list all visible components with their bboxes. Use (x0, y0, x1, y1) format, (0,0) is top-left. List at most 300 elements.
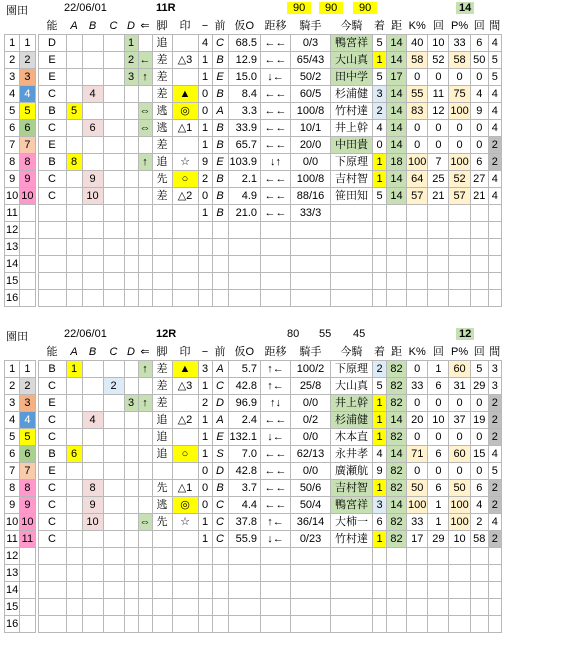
dist-cell (387, 599, 407, 616)
mark-cell: △2 (172, 188, 198, 205)
table-row (5, 565, 502, 582)
move-cell: ←← (261, 480, 291, 497)
horse-num-cell: 3 (20, 395, 35, 412)
style-cell (152, 548, 172, 565)
cur-jockey-cell: 吉村智 (331, 171, 373, 188)
table-row (5, 52, 502, 69)
k-pct-cell (407, 256, 428, 273)
k-pct-cell: 0 (407, 120, 428, 137)
col-c-cell (103, 239, 124, 256)
mark-cell (172, 239, 198, 256)
dist-cell: 14 (387, 497, 407, 514)
cur-jockey-cell: 木本直 (331, 429, 373, 446)
arrow-cell (138, 290, 152, 307)
odds-cell: 21.0 (228, 205, 261, 222)
rating-cell: C (38, 429, 66, 446)
dist-cell (387, 565, 407, 582)
odds-cell (228, 222, 261, 239)
move-cell: ←← (261, 103, 291, 120)
mark-cell (172, 582, 198, 599)
finish-cell: 6 (373, 514, 387, 531)
mark-cell: △1 (172, 120, 198, 137)
style-cell (152, 463, 172, 480)
interval-cell: 4 (488, 103, 501, 120)
k-pct-cell: 64 (407, 171, 428, 188)
col-c-cell (103, 52, 124, 69)
rating-cell: B (38, 154, 66, 171)
col-c-cell (103, 429, 124, 446)
dist-cell (387, 290, 407, 307)
count1-cell: 0 (428, 69, 449, 86)
odds-cell: 5.7 (228, 361, 261, 378)
col-d-cell (124, 429, 138, 446)
minus-cell (198, 565, 212, 582)
finish-cell: 5 (373, 69, 387, 86)
col-d-cell (124, 188, 138, 205)
cur-jockey-cell (331, 239, 373, 256)
rating-cell (38, 205, 66, 222)
col-b-cell (82, 616, 103, 633)
count1-cell (428, 239, 449, 256)
style-cell: 差 (152, 137, 172, 154)
p-pct-cell: 0 (449, 120, 470, 137)
count2-cell: 4 (470, 497, 488, 514)
col-a-cell (66, 599, 82, 616)
distance-top: 12 (456, 328, 474, 340)
k-pct-cell: 83 (407, 103, 428, 120)
front-cell (212, 616, 228, 633)
jockey-cell (291, 273, 331, 290)
col-c-cell (103, 446, 124, 463)
count1-cell: 6 (428, 480, 449, 497)
cur-jockey-cell (331, 582, 373, 599)
style-cell: 先 (152, 171, 172, 188)
horse-num-cell (20, 205, 35, 222)
front-cell: B (212, 120, 228, 137)
dist-cell: 14 (387, 188, 407, 205)
odds-cell: 8.4 (228, 86, 261, 103)
style-cell: 差 (152, 378, 172, 395)
col-b-cell (82, 548, 103, 565)
row-num-cell: 16 (5, 290, 20, 307)
interval-cell: 4 (488, 120, 501, 137)
table-row (5, 35, 502, 52)
front-cell: B (212, 86, 228, 103)
column-header: P% (451, 20, 469, 32)
interval-cell: 5 (488, 463, 501, 480)
column-header: 回 (432, 20, 444, 32)
count1-cell (428, 222, 449, 239)
arrow-cell (138, 222, 152, 239)
style-cell: 追 (152, 35, 172, 52)
row-num-cell: 1 (5, 361, 20, 378)
rating-cell (38, 616, 66, 633)
col-d-cell (124, 137, 138, 154)
cur-jockey-cell (331, 256, 373, 273)
interval-cell: 2 (488, 412, 501, 429)
horse-num-cell: 3 (20, 69, 35, 86)
interval-cell: 2 (488, 137, 501, 154)
style-cell (152, 273, 172, 290)
col-d-cell: 1 (124, 35, 138, 52)
jockey-cell: 0/0 (291, 395, 331, 412)
col-a-cell (66, 205, 82, 222)
dist-cell: 17 (387, 69, 407, 86)
count2-cell: 6 (470, 154, 488, 171)
row-num-cell: 3 (5, 69, 20, 86)
finish-cell (373, 582, 387, 599)
rating-cell: C (38, 497, 66, 514)
arrow-cell (138, 599, 152, 616)
p-pct-cell: 58 (449, 52, 470, 69)
column-header: 印 (179, 346, 191, 358)
minus-cell (198, 599, 212, 616)
table-row (5, 514, 502, 531)
finish-cell (373, 599, 387, 616)
interval-cell (488, 565, 501, 582)
finish-cell: 3 (373, 86, 387, 103)
col-d-cell (124, 120, 138, 137)
top-value-2: 90 (319, 2, 343, 14)
finish-cell: 5 (373, 378, 387, 395)
count1-cell (428, 548, 449, 565)
jockey-cell (291, 290, 331, 307)
table-row (5, 290, 502, 307)
odds-cell: 42.8 (228, 378, 261, 395)
col-d-cell: 3 (124, 69, 138, 86)
table-row (5, 273, 502, 290)
table-row (5, 378, 502, 395)
table-row (5, 582, 502, 599)
count1-cell: 11 (428, 86, 449, 103)
move-cell: ←← (261, 463, 291, 480)
odds-cell: 42.8 (228, 463, 261, 480)
col-c-cell (103, 205, 124, 222)
jockey-cell: 62/13 (291, 446, 331, 463)
mark-cell (172, 616, 198, 633)
col-d-cell (124, 378, 138, 395)
minus-cell: 3 (198, 361, 212, 378)
front-cell: A (212, 361, 228, 378)
column-header: − (201, 346, 209, 358)
jockey-cell: 50/4 (291, 497, 331, 514)
arrow-cell (138, 480, 152, 497)
cur-jockey-cell (331, 565, 373, 582)
horse-num-cell: 9 (20, 497, 35, 514)
date-label: 22/06/01 (64, 328, 107, 340)
cur-jockey-cell: 下原理 (331, 154, 373, 171)
interval-cell: 3 (488, 361, 501, 378)
front-cell (212, 548, 228, 565)
row-num-cell: 4 (5, 86, 20, 103)
arrow-cell: ↑ (138, 395, 152, 412)
horse-num-cell: 5 (20, 103, 35, 120)
header-blank (20, 344, 35, 361)
table-row (5, 616, 502, 633)
p-pct-cell: 52 (449, 171, 470, 188)
p-pct-cell (449, 290, 470, 307)
finish-cell: 9 (373, 463, 387, 480)
row-num-cell: 12 (5, 222, 20, 239)
row-num-cell: 13 (5, 239, 20, 256)
finish-cell: 1 (373, 395, 387, 412)
k-pct-cell (407, 273, 428, 290)
col-b-cell (82, 35, 103, 52)
count2-cell (470, 548, 488, 565)
dist-cell: 82 (387, 463, 407, 480)
interval-cell: 2 (488, 395, 501, 412)
move-cell (261, 616, 291, 633)
mark-cell: △3 (172, 378, 198, 395)
column-header: P% (451, 346, 469, 358)
count2-cell: 9 (470, 103, 488, 120)
interval-cell: 4 (488, 171, 501, 188)
minus-cell: 2 (198, 395, 212, 412)
rating-cell: B (38, 446, 66, 463)
column-header: 脚 (156, 346, 168, 358)
p-pct-cell: 60 (449, 446, 470, 463)
column-header: ⇐ (140, 346, 150, 358)
p-pct-cell: 100 (449, 154, 470, 171)
k-pct-cell: 17 (407, 531, 428, 548)
move-cell: ←← (261, 35, 291, 52)
rating-cell: C (38, 480, 66, 497)
row-num-cell: 10 (5, 514, 20, 531)
col-d-cell (124, 103, 138, 120)
move-cell (261, 256, 291, 273)
front-cell: C (212, 514, 228, 531)
move-cell: ↓← (261, 429, 291, 446)
move-cell (261, 599, 291, 616)
count1-cell (428, 256, 449, 273)
interval-cell (488, 239, 501, 256)
jockey-cell: 65/43 (291, 52, 331, 69)
k-pct-cell: 33 (407, 378, 428, 395)
col-d-cell (124, 463, 138, 480)
count1-cell: 1 (428, 497, 449, 514)
table-row (5, 256, 502, 273)
column-header: 回 (473, 346, 485, 358)
interval-cell: 2 (488, 480, 501, 497)
minus-cell: 4 (198, 35, 212, 52)
col-a-cell (66, 137, 82, 154)
finish-cell (373, 205, 387, 222)
column-header: B (88, 20, 97, 32)
col-a-cell (66, 616, 82, 633)
col-d-cell (124, 205, 138, 222)
style-cell: 追 (152, 446, 172, 463)
interval-cell: 4 (488, 514, 501, 531)
table-row (5, 548, 502, 565)
count2-cell: 0 (470, 69, 488, 86)
odds-cell: 65.7 (228, 137, 261, 154)
horse-num-cell: 2 (20, 52, 35, 69)
col-c-cell (103, 599, 124, 616)
cur-jockey-cell: 下原理 (331, 361, 373, 378)
count1-cell: 1 (428, 514, 449, 531)
mark-cell (172, 599, 198, 616)
cur-jockey-cell (331, 273, 373, 290)
front-cell: A (212, 412, 228, 429)
arrow-cell (138, 463, 152, 480)
rating-cell: E (38, 137, 66, 154)
mark-cell (172, 273, 198, 290)
horse-num-cell (20, 599, 35, 616)
horse-num-cell: 1 (20, 35, 35, 52)
cur-jockey-cell: 井上幹 (331, 120, 373, 137)
finish-cell: 4 (373, 446, 387, 463)
column-header: B (88, 346, 97, 358)
col-b-cell: 6 (82, 120, 103, 137)
interval-cell (488, 222, 501, 239)
column-header: 間 (489, 346, 501, 358)
row-num-cell: 12 (5, 548, 20, 565)
p-pct-cell: 100 (449, 103, 470, 120)
odds-cell: 2.1 (228, 171, 261, 188)
jockey-cell: 50/6 (291, 480, 331, 497)
interval-cell: 4 (488, 35, 501, 52)
front-cell (212, 582, 228, 599)
front-cell (212, 273, 228, 290)
style-cell (152, 205, 172, 222)
column-header: ⇐ (140, 20, 150, 32)
horse-num-cell (20, 222, 35, 239)
style-cell: 差 (152, 86, 172, 103)
jockey-cell: 60/5 (291, 86, 331, 103)
interval-cell: 4 (488, 188, 501, 205)
jockey-cell: 0/0 (291, 463, 331, 480)
count2-cell: 0 (470, 395, 488, 412)
cur-jockey-cell (331, 599, 373, 616)
p-pct-cell (449, 548, 470, 565)
arrow-cell: ↑ (138, 154, 152, 171)
col-d-cell (124, 171, 138, 188)
column-header: 今騎 (340, 346, 363, 358)
cur-jockey-cell: 大山真 (331, 52, 373, 69)
race-table (4, 18, 502, 307)
horse-num-cell: 4 (20, 86, 35, 103)
arrow-cell: ⇔ (138, 514, 152, 531)
top-value-3: 45 (353, 328, 366, 340)
k-pct-cell (407, 616, 428, 633)
finish-cell: 1 (373, 171, 387, 188)
minus-cell (198, 222, 212, 239)
finish-cell: 0 (373, 137, 387, 154)
cur-jockey-cell (331, 205, 373, 222)
k-pct-cell (407, 582, 428, 599)
row-num-cell: 8 (5, 480, 20, 497)
arrow-cell (138, 378, 152, 395)
rating-cell (38, 565, 66, 582)
rating-cell (38, 548, 66, 565)
finish-cell (373, 616, 387, 633)
mark-cell (172, 429, 198, 446)
p-pct-cell: 50 (449, 480, 470, 497)
dist-cell (387, 548, 407, 565)
mark-cell: ○ (172, 171, 198, 188)
dist-cell: 14 (387, 120, 407, 137)
col-b-cell: 8 (82, 480, 103, 497)
minus-cell: 1 (198, 137, 212, 154)
k-pct-cell: 100 (407, 154, 428, 171)
move-cell: ↓← (261, 69, 291, 86)
col-d-cell (124, 616, 138, 633)
horse-num-cell: 8 (20, 154, 35, 171)
minus-cell (198, 273, 212, 290)
column-header: 間 (489, 20, 501, 32)
col-d-cell: 2 (124, 52, 138, 69)
rating-cell: C (38, 171, 66, 188)
move-cell (261, 239, 291, 256)
table-row (5, 154, 502, 171)
front-cell: B (212, 188, 228, 205)
count2-cell: 5 (470, 361, 488, 378)
jockey-cell: 0/0 (291, 154, 331, 171)
arrow-cell (138, 446, 152, 463)
odds-cell: 2.4 (228, 412, 261, 429)
front-cell (212, 599, 228, 616)
cur-jockey-cell: 笹田知 (331, 188, 373, 205)
front-cell: D (212, 395, 228, 412)
col-d-cell (124, 273, 138, 290)
col-d-cell (124, 497, 138, 514)
count2-cell: 0 (470, 463, 488, 480)
header-blank (5, 18, 20, 35)
dist-cell: 82 (387, 514, 407, 531)
cur-jockey-cell: 井上幹 (331, 395, 373, 412)
odds-cell: 132.1 (228, 429, 261, 446)
k-pct-cell (407, 239, 428, 256)
move-cell: ↑← (261, 361, 291, 378)
cur-jockey-cell: 杉浦健 (331, 86, 373, 103)
column-header: D (127, 346, 135, 358)
column-header: K% (408, 20, 426, 32)
finish-cell: 1 (373, 154, 387, 171)
mark-cell (172, 290, 198, 307)
minus-cell: 1 (198, 412, 212, 429)
table-row (5, 103, 502, 120)
col-d-cell (124, 565, 138, 582)
arrow-cell (138, 582, 152, 599)
horse-num-cell: 10 (20, 514, 35, 531)
style-cell (152, 565, 172, 582)
cur-jockey-cell: 永井孝 (331, 446, 373, 463)
race-12r-section (4, 326, 574, 633)
k-pct-cell (407, 548, 428, 565)
move-cell: ←← (261, 446, 291, 463)
interval-cell: 3 (488, 378, 501, 395)
rating-cell: E (38, 52, 66, 69)
count2-cell: 58 (470, 531, 488, 548)
minus-cell: 1 (198, 120, 212, 137)
col-a-cell (66, 497, 82, 514)
row-num-cell: 16 (5, 616, 20, 633)
minus-cell: 0 (198, 463, 212, 480)
horse-num-cell: 2 (20, 378, 35, 395)
dist-cell: 82 (387, 429, 407, 446)
minus-cell: 9 (198, 154, 212, 171)
column-header: 回 (473, 20, 485, 32)
move-cell: ←← (261, 171, 291, 188)
p-pct-cell: 75 (449, 86, 470, 103)
count2-cell (470, 273, 488, 290)
col-a-cell (66, 188, 82, 205)
finish-cell (373, 273, 387, 290)
style-cell (152, 599, 172, 616)
column-header: 距移 (264, 346, 287, 358)
style-cell: 追 (152, 412, 172, 429)
horse-num-cell: 10 (20, 188, 35, 205)
